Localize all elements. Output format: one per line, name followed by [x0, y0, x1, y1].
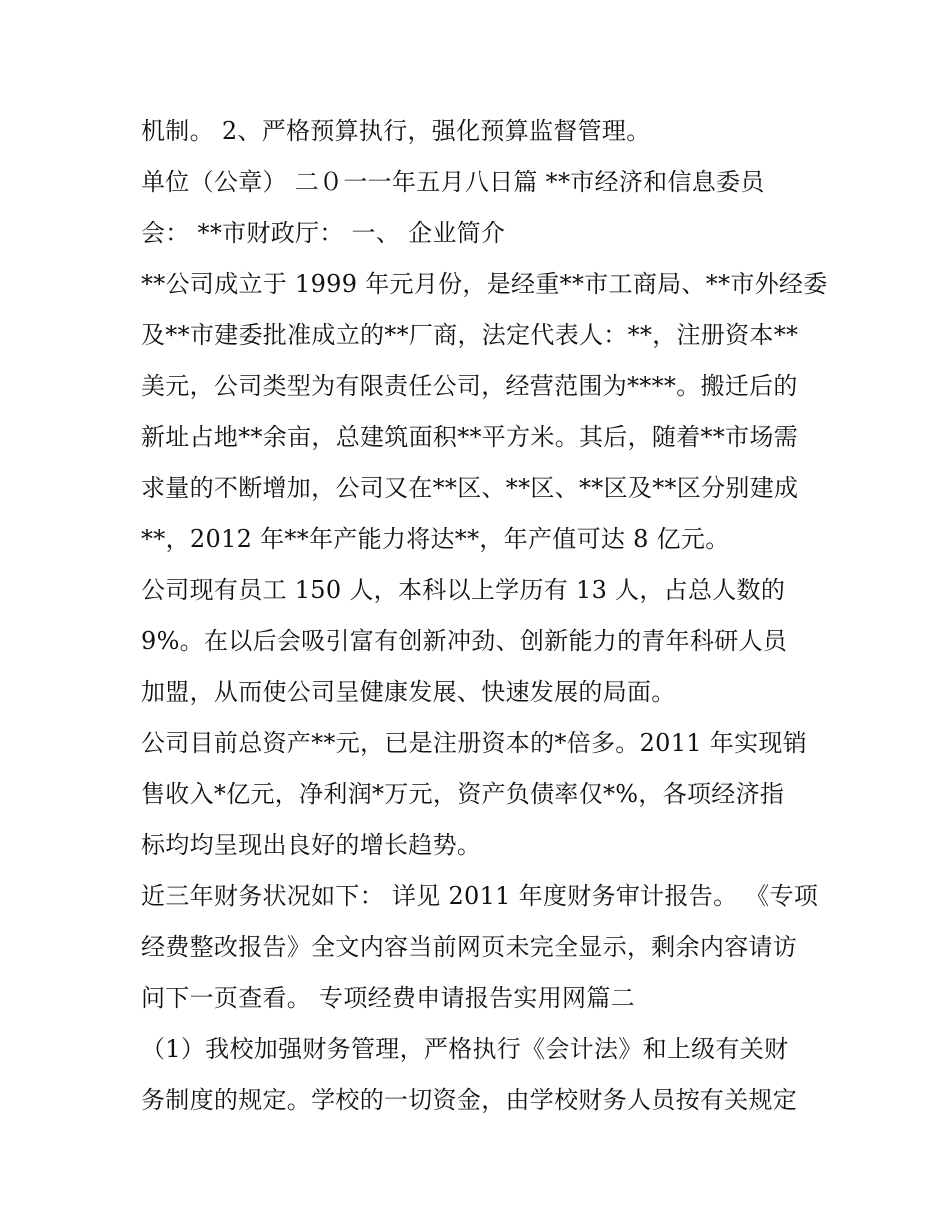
text-line: 单位（公章） 二０一一年五月八日篇 **市经济和信息委员 — [141, 168, 765, 196]
text-line: 会： **市财政厅： 一、 企业简介 — [141, 219, 506, 247]
text-line: 公司目前总资产**元，已是注册资本的*倍多。2011 年实现销 — [141, 729, 808, 757]
document-body — [141, 106, 828, 1126]
text-line: **，2012 年**年产能力将达**，年产值可达 8 亿元。 — [141, 525, 730, 553]
text-line: 新址占地**余亩，总建筑面积**平方米。其后，随着**市场需 — [141, 423, 798, 451]
text-line: 及**市建委批准成立的**厂商，法定代表人：**，注册资本** — [141, 321, 799, 349]
text-line: 9%。在以后会吸引富有创新冲劲、创新能力的青年科研人员 — [141, 627, 788, 655]
text-line: 经费整改报告》全文内容当前网页未完全显示，剩余内容请访 — [141, 933, 798, 961]
text-line: 美元，公司类型为有限责任公司，经营范围为****。搬迁后的 — [141, 372, 798, 400]
text-line: 求量的不断增加，公司又在**区、**区、**区及**区分别建成 — [141, 474, 799, 502]
text-line: 标均均呈现出良好的增长趋势。 — [141, 831, 482, 859]
text-line: 机制。 2、严格预算执行，强化预算监督管理。 — [141, 117, 651, 145]
text-line: 公司现有员工 150 人，本科以上学历有 13 人，占总人数的 — [141, 576, 786, 604]
text-line: 售收入*亿元，净利润*万元，资产负债率仅*%，各项经济指 — [141, 780, 785, 808]
text-line: 近三年财务状况如下： 详见 2011 年度财务审计报告。 《专项 — [141, 882, 819, 910]
text-line: 加盟，从而使公司呈健康发展、快速发展的局面。 — [141, 678, 676, 706]
text-line: 务制度的规定。学校的一切资金，由学校财务人员按有关规定 — [141, 1086, 798, 1114]
text-line: （1）我校加强财务管理，严格执行《会计法》和上级有关财 — [141, 1035, 789, 1063]
text-line: 问下一页查看。 专项经费申请报告实用网篇二 — [141, 984, 635, 1012]
text-line: **公司成立于 1999 年元月份，是经重**市工商局、**市外经委 — [141, 270, 828, 298]
